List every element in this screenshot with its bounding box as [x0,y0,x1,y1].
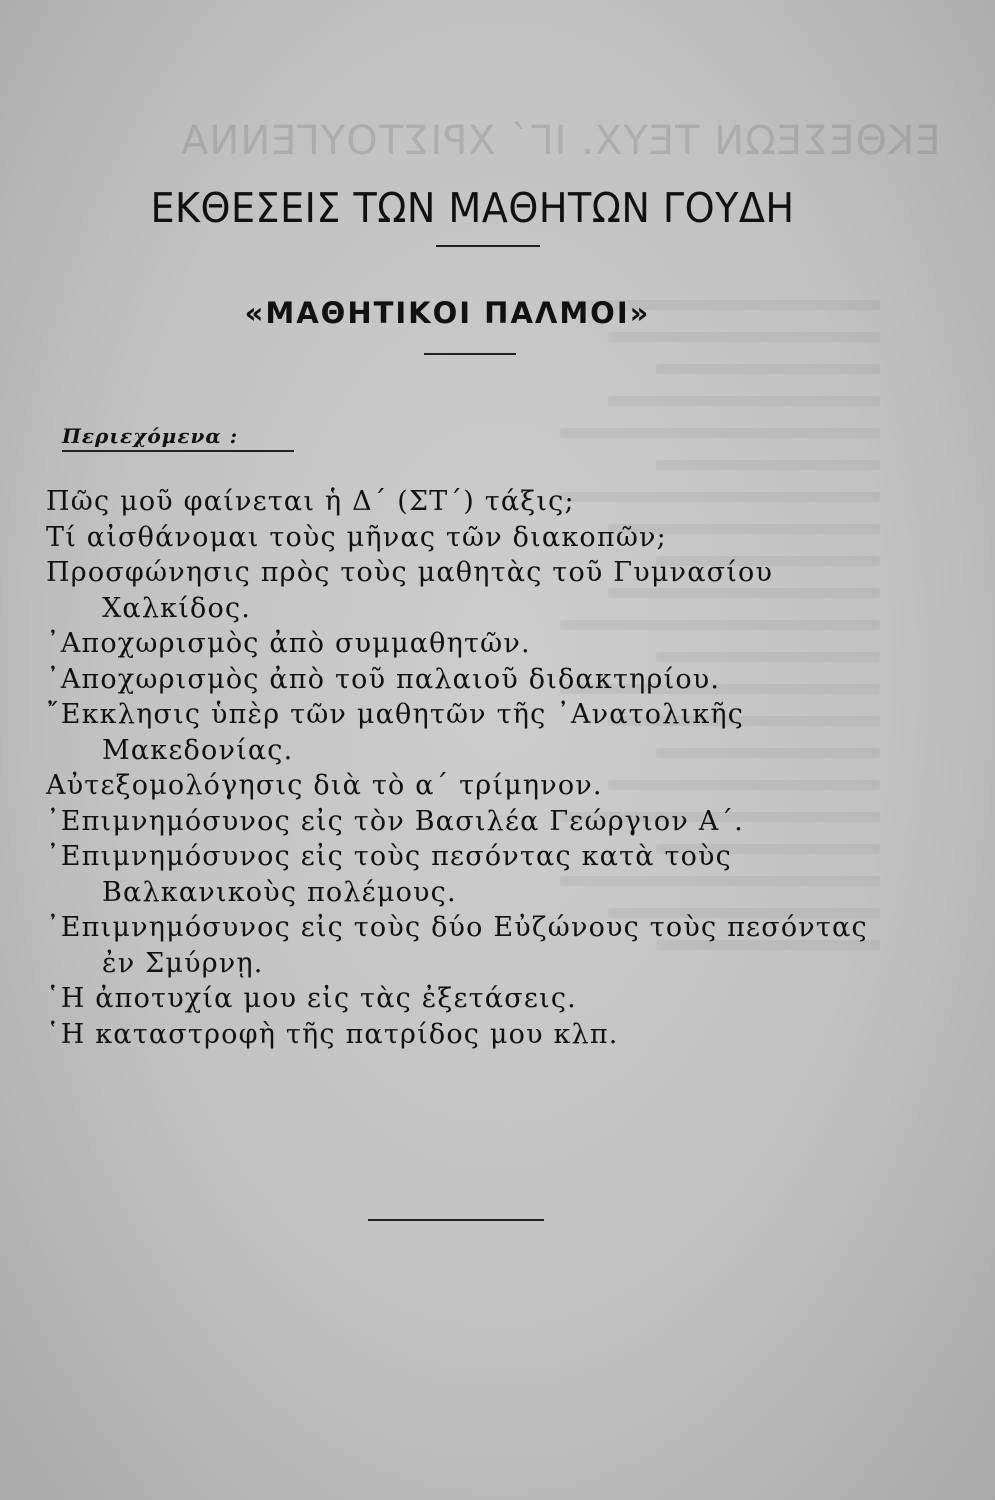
list-item: Αὐτεξομολόγησις διὰ τὸ α΄ τρίμηνον. [46,770,603,801]
page-title: ΕΚΘΕΣΕΙΣ ΤΩΝ ΜΑΘΗΤΩΝ ΓΟΥΔΗ [150,184,795,232]
list-item: ῾Η ἀποτυχία μου εἰς τὰς ἐξετάσεις. [46,983,577,1014]
list-item: Πῶς μοῦ φαίνεται ἡ Δ΄ (ΣΤ΄) τάξις; [46,486,575,517]
subtitle-divider [424,353,516,355]
list-item: Προσφώνησις πρὸς τοὺς μαθητὰς τοῦ Γυμνασίου Χαλκίδος. [46,557,774,624]
title-divider [436,245,540,247]
show-through-text: ΕΚΘΕΣΕΩΝ ΤΕΥΧ. ΙΓ΄ ΧΡΙΣΤΟΥΓΕΝΝΑ [180,118,941,164]
list-item: ᾿Αποχωρισμὸς ἀπὸ συμμαθητῶν. [46,628,531,659]
list-item: ῾Η καταστροφὴ τῆς πατρίδος μου κλπ. [46,1018,619,1050]
list-item: ᾿Επιμνημόσυνος εἰς τοὺς δύο Εὐζώνους τοὺς πεσόντας ἐν Σμύρνῃ. [46,912,868,979]
list-item: ᾿Επιμνημόσυνος εἰς τὸν Βασιλέα Γεώργιον Α΄. [46,805,744,837]
contents-list [46,484,886,1052]
list-item: ῎Εκκλησις ὑπὲρ τῶν μαθητῶν τῆς ᾿Ανατολικῆς Μακεδονίας. [46,699,745,766]
list-item: ᾿Επιμνημόσυνος εἰς τοὺς πεσόντας κατὰ τοὺς Βαλκανικοὺς πολέμους. [46,841,732,908]
collection-subtitle: «ΜΑΘΗΤΙΚΟΙ ΠΑΛΜΟΙ» [244,296,651,330]
list-item: Τί αἰσθάνομαι τοὺς μῆνας τῶν διακοπῶν; [46,521,667,553]
contents-heading: Περιεχόμενα : [62,424,294,452]
bottom-divider [368,1219,544,1221]
list-item: ᾿Αποχωρισμὸς ἀπὸ τοῦ παλαιοῦ διδακτηρίου. [46,663,721,695]
